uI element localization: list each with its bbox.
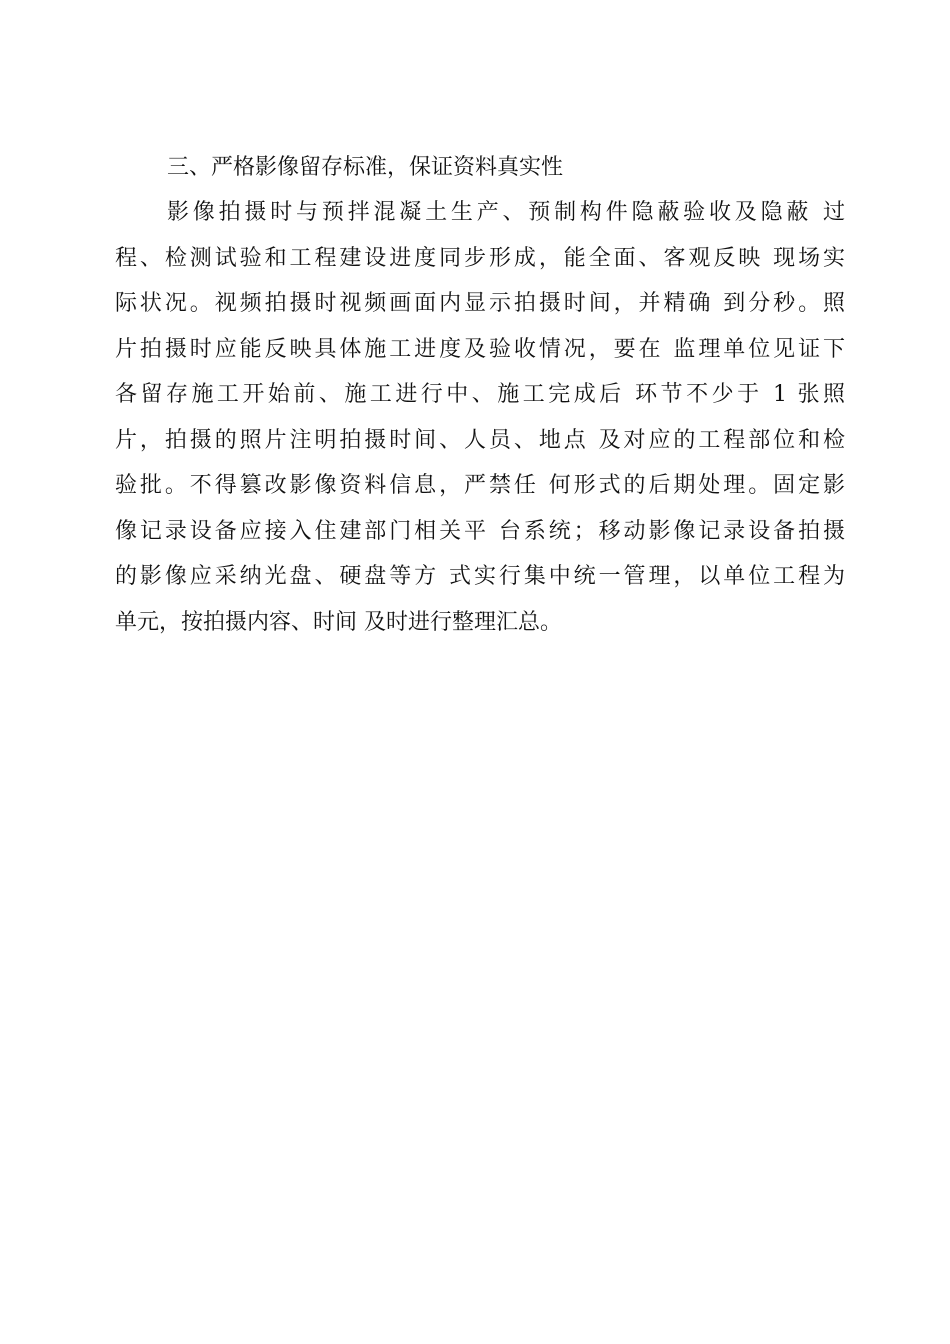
paragraph-line: 影像拍摄时与预拌混凝土生产、预制构件隐蔽验收及隐蔽 过	[167, 200, 845, 225]
body-paragraph	[115, 190, 845, 645]
document-body	[115, 146, 845, 645]
paragraph-line: 验批。不得篡改影像资料信息，严禁任 何形式的后期处理。固定影	[115, 473, 845, 498]
paragraph-line: 像记录设备应接入住建部门相关平 台系统；移动影像记录设备拍摄	[115, 518, 845, 544]
paragraph-line: 片拍摄时应能反映具体施工进度及验收情况，要在 监理单位见证下	[115, 336, 845, 362]
paragraph-line: 程、检测试验和工程建设进度同步形成，能全面、客观反映 现场实	[115, 245, 845, 271]
paragraph-line: 际状况。视频拍摄时视频画面内显示拍摄时间，并精确 到分秒。照	[115, 291, 845, 316]
paragraph-line: 单元，按拍摄内容、时间 及时进行整理汇总。	[115, 609, 562, 635]
paragraph-line: 各留存施工开始前、施工进行中、施工完成后 环节不少于 1 张照	[115, 382, 845, 407]
paragraph-line: 片，拍摄的照片注明拍摄时间、人员、地点 及对应的工程部位和检	[115, 427, 845, 453]
section-heading: 三、严格影像留存标准，保证资料真实性	[167, 155, 564, 180]
paragraph-line: 的影像应采纳光盘、硬盘等方 式实行集中统一管理，以单位工程为	[115, 564, 845, 589]
